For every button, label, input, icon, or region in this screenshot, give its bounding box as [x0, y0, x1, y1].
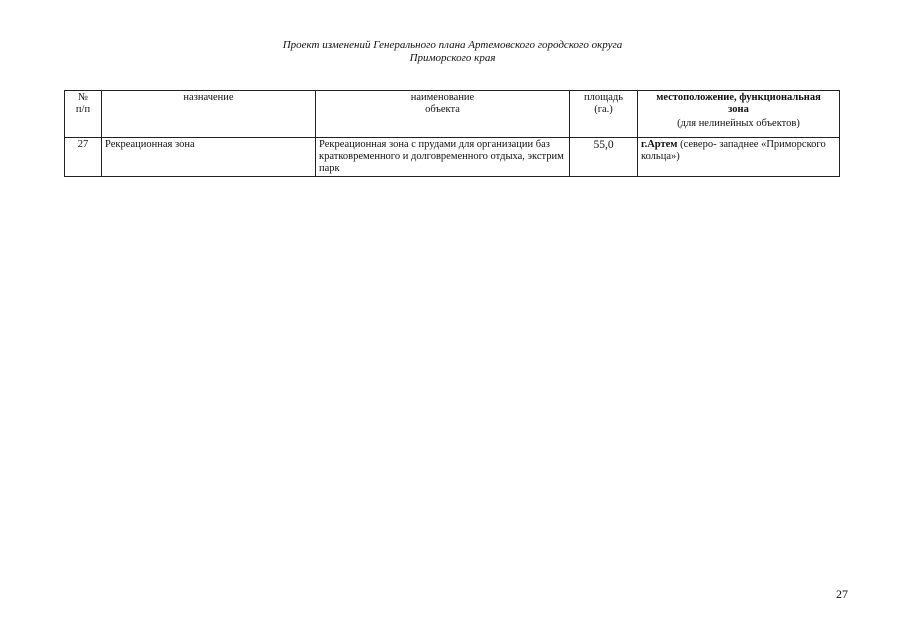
location-description: (северо- западнее «Приморского кольца»): [641, 139, 826, 162]
column-header-purpose: назначение: [102, 91, 316, 138]
document-title-line-1: Проект изменений Генерального плана Артемовского городского округа: [282, 39, 623, 51]
location-header-title: местоположение, функциональная зона: [656, 92, 821, 115]
cell-area: 55,0: [570, 138, 638, 177]
cell-location: [638, 138, 840, 177]
location-city: г.Артем: [641, 139, 678, 150]
column-header-location: [638, 91, 840, 138]
objects-table: [64, 90, 840, 177]
column-header-area: площадь (га.): [570, 91, 638, 138]
location-header-note: (для нелинейных объектов): [677, 118, 800, 129]
cell-purpose: Рекреационная зона: [102, 138, 316, 177]
column-header-number: № п/п: [65, 91, 102, 138]
document-title: [0, 39, 905, 65]
document-title-line-2: Приморского края: [409, 52, 496, 64]
cell-name: Рекреационная зона с прудами для организации баз кратковременного и долговременного отдыха, экстрим парк: [316, 138, 570, 177]
page-number: 27: [836, 587, 848, 601]
cell-number: 27: [65, 138, 102, 177]
column-header-name: наименование объекта: [316, 91, 570, 138]
table-header-row: [65, 91, 840, 138]
table-row: [65, 138, 840, 177]
